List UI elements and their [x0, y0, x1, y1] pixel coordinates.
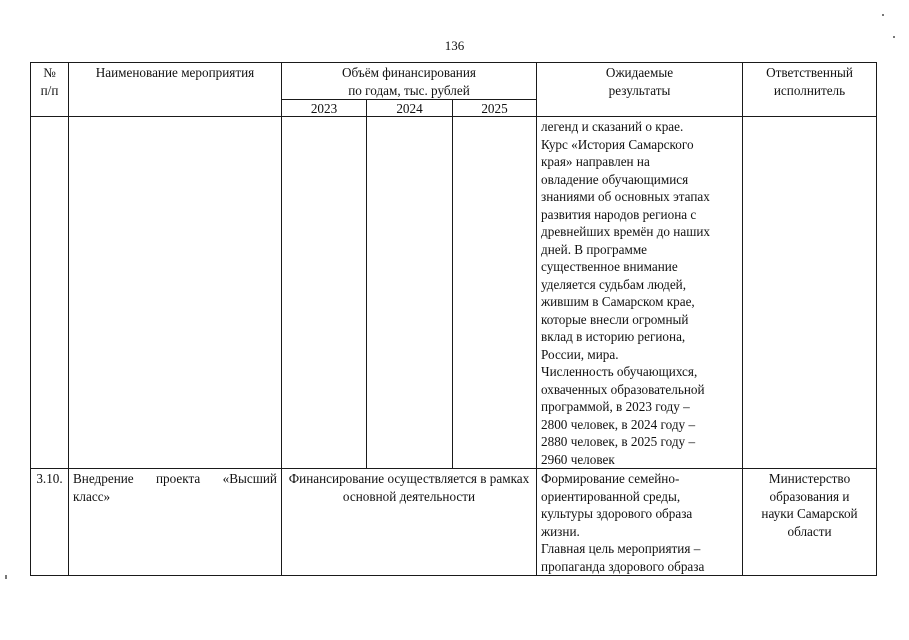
row-name	[69, 117, 282, 469]
header-funding: Объём финансирования по годам, тыс. рублей	[282, 63, 537, 100]
row-executor	[743, 117, 877, 469]
row-executor: Министерство образования и науки Самарской области	[743, 469, 877, 576]
scan-speck	[882, 14, 884, 16]
activities-table	[30, 62, 877, 576]
header-executor: Ответственный исполнитель	[743, 63, 877, 117]
row-num	[31, 117, 69, 469]
header-year-2024: 2024	[367, 100, 453, 117]
table-row	[31, 117, 877, 469]
row-num: 3.10.	[31, 469, 69, 576]
scan-speck	[5, 575, 7, 579]
header-name: Наименование мероприятия	[69, 63, 282, 117]
header-year-2023: 2023	[282, 100, 367, 117]
table-row	[31, 469, 877, 576]
row-results: Формирование семейно- ориентированной среды, культуры здорового образа жизни. Главная цель мероприятия – пропаганда здорового образа	[537, 469, 743, 576]
header-num: № п/п	[31, 63, 69, 117]
row-funding-2023	[282, 117, 367, 469]
header-row	[31, 63, 877, 100]
header-year-2025: 2025	[453, 100, 537, 117]
row-funding: Финансирование осуществляется в рамках основной деятельности	[282, 469, 537, 576]
row-funding-2025	[453, 117, 537, 469]
row-results: легенд и сказаний о крае. Курс «История Самарского края» направлен на овладение обучающимися знаниями об основных этапах развития народов региона с древнейших времён до наших дней. В программе существенное внимание уделяется судьбам людей, жившим в Самарском крае, которые внесли огромный вклад в историю региона, России, мира. Численность обучающихся, охваченных образовательной программой, в 2023 году – 2800 человек, в 2024 году – 2880 человек, в 2025 году – 2960 человек	[537, 117, 743, 469]
scan-speck	[893, 36, 895, 38]
row-funding-2024	[367, 117, 453, 469]
row-name: Внедрение проекта «Высший класс»	[69, 469, 282, 576]
header-results: Ожидаемые результаты	[537, 63, 743, 117]
page-number: 136	[444, 38, 465, 53]
